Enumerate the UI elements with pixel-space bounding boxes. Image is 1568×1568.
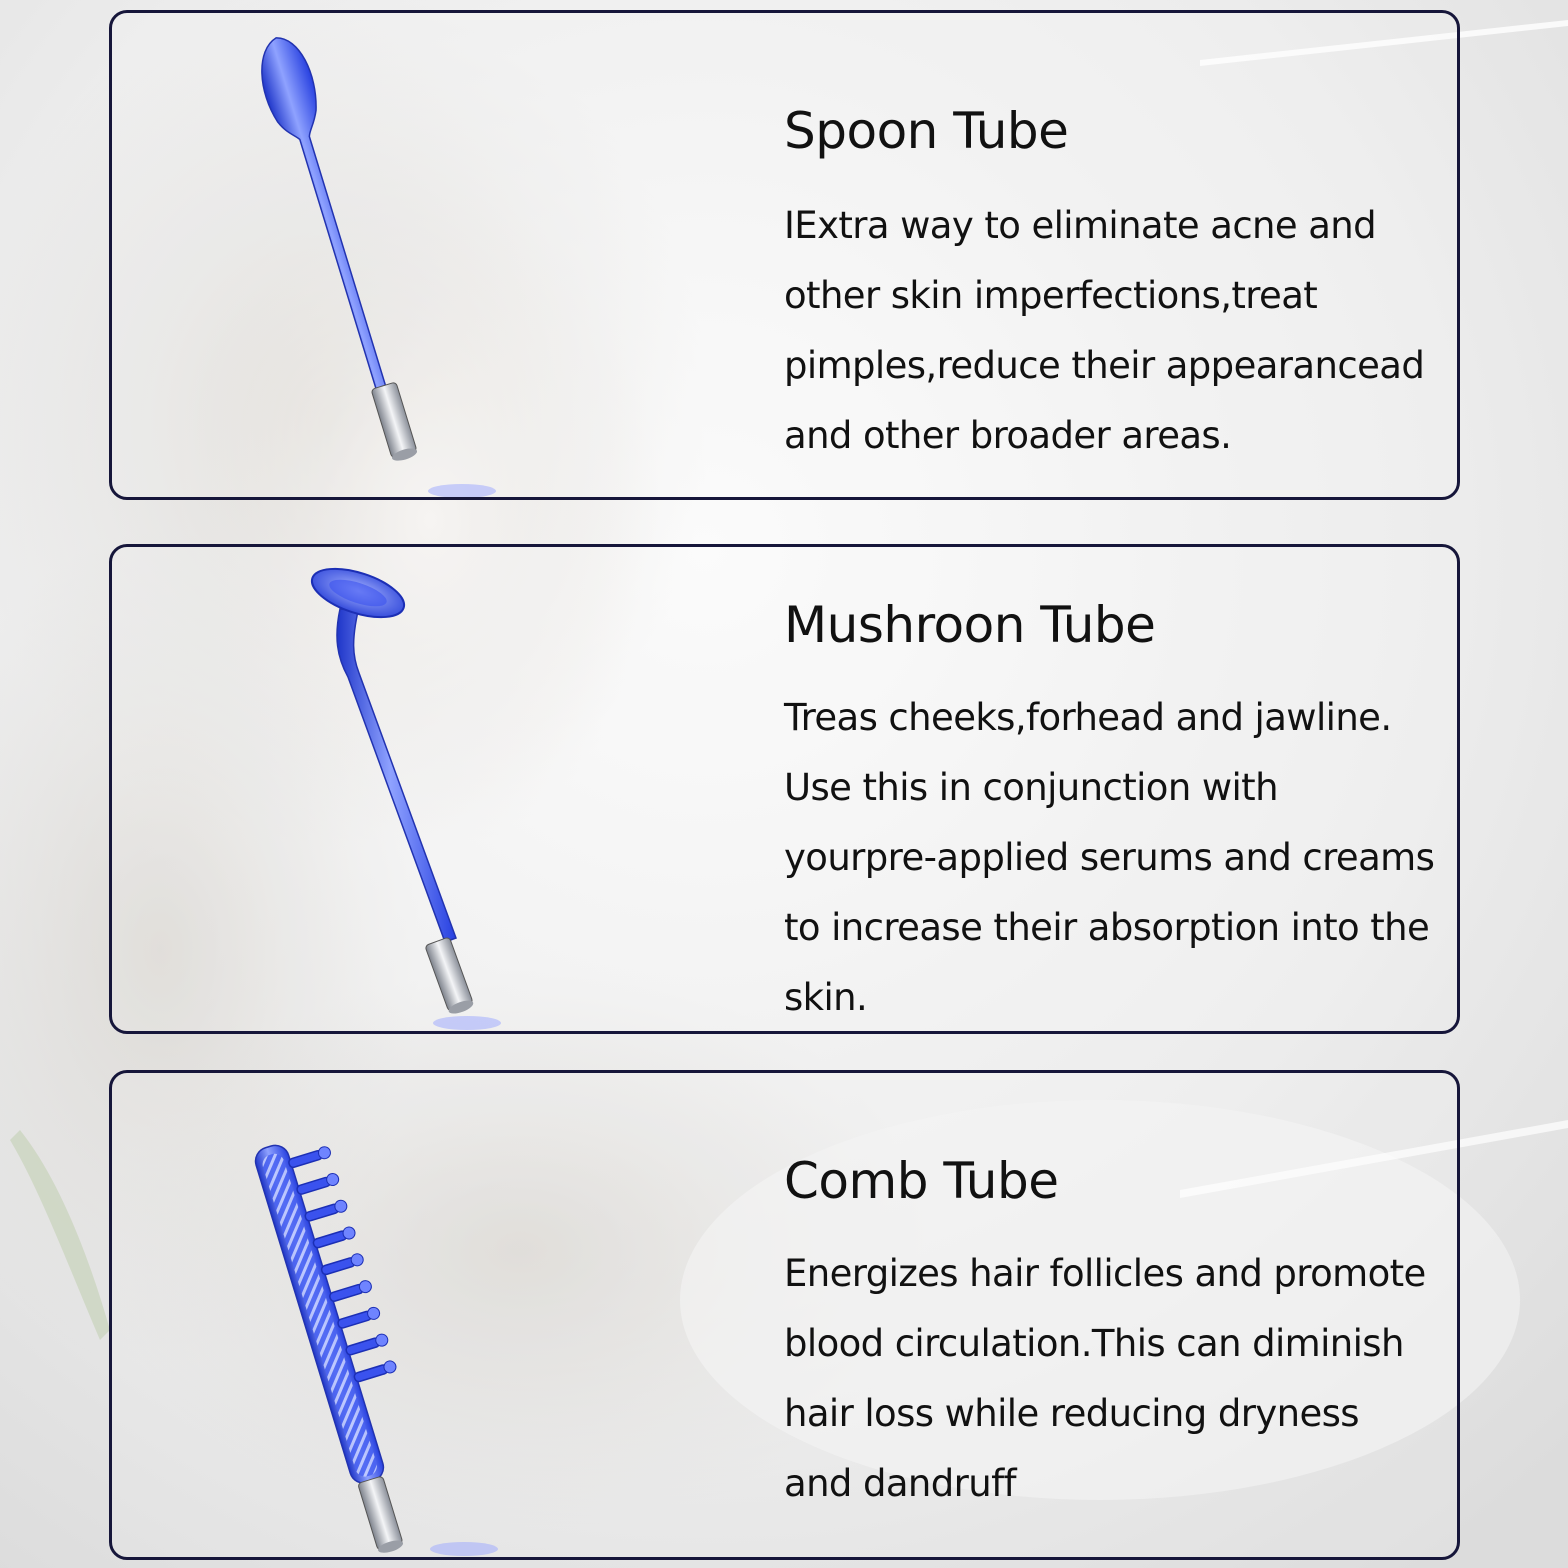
comb-tube-card	[109, 1070, 1460, 1560]
spoon-tube-icon	[112, 13, 772, 500]
comb-tube-icon	[112, 1073, 772, 1560]
card-description: Treas cheeks,forhead and jawline. Use this in conjunction with yourpre-applied serums and creams to increase their absorption into the skin.	[784, 696, 1435, 1019]
spoon-tube-card	[109, 10, 1460, 500]
card-title: Mushroon Tube	[784, 596, 1156, 654]
card-title: Comb Tube	[784, 1152, 1059, 1210]
card-description: Energizes hair follicles and promote blood circulation.This can diminish hair loss while reducing dryness and dandruff	[784, 1252, 1426, 1505]
mushroom-tube-icon	[112, 547, 772, 1034]
mushroom-tube-card	[109, 544, 1460, 1034]
card-title: Spoon Tube	[784, 102, 1069, 160]
card-description: IExtra way to eliminate acne and other skin imperfections,treat pimples,reduce their appearancead and other broader areas.	[784, 204, 1425, 457]
